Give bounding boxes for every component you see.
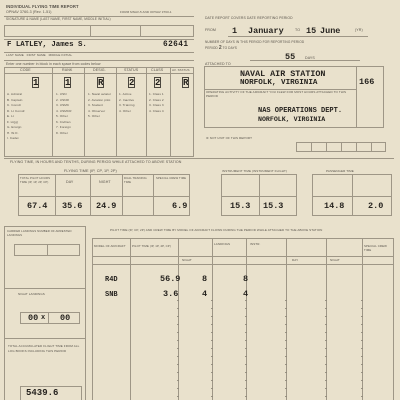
- ft-col-night: NIGHT: [99, 180, 111, 184]
- from-label: FROM: [205, 28, 216, 32]
- night-value-2: 00: [60, 313, 71, 323]
- instructions: FLYING TIME, IN HOURS AND TENTHS, DURING PERIOD WHILE ATTACHED TO ABOVE STATION: [10, 160, 182, 164]
- days-label: DAYS: [305, 56, 315, 60]
- from-month: January: [248, 26, 284, 36]
- days-value: 55: [285, 52, 296, 62]
- to-day: 15: [306, 26, 317, 36]
- pass-value-2: 2.0: [368, 201, 384, 211]
- pilot-name: F LATLEY, James S.: [7, 41, 87, 49]
- legend-e: 1. Class 1 2. Class 2 3. Class 3 4. Class 4: [149, 92, 164, 113]
- aircraft-caption: PILOT TIME (IP, CP, 2P) AND CREW TIME BY MODEL OF AIRCRAFT FLOWN DURING THE PERIOD WHILE ATTACHED TO THE ABOVE STATION: [110, 228, 323, 232]
- av-status-box[interactable]: R: [183, 78, 189, 88]
- ft-special-value: 6.9: [172, 201, 188, 211]
- legend-a: A. Admiral B. Captain C. Comdr D. Lt Comdr E. Lt F. Lt(jg) G. Ensign H. W.O. I. Cadet: [7, 92, 25, 140]
- col-class: CLASS: [151, 68, 164, 72]
- col-landings: LANDINGS: [214, 242, 231, 246]
- period-note-2: PERIOD 2 TO DAYS: [205, 45, 238, 51]
- year-label: (YR): [355, 28, 363, 32]
- row-2-pilot: 3.6: [163, 289, 179, 299]
- pass-value-1: 14.8: [324, 201, 345, 211]
- to-label: TO: [295, 28, 301, 32]
- file-number: 62641: [163, 41, 189, 49]
- instr-value-2: 15.3: [263, 201, 284, 211]
- ops-line1: NAS OPERATIONS DEPT.: [258, 107, 343, 115]
- row-2-landings: 4: [202, 289, 208, 299]
- legend-d: 1. Active 2. Inactive 3. Training 4. Other: [119, 92, 135, 113]
- legend-c: 1. Naval aviator 2. Aviation pilot 3. Student 4. Observer 5. Other: [88, 92, 112, 118]
- ft-col-dual: DUAL TRAINING TIME: [124, 176, 147, 185]
- name-subcaption: LAST NAME FIRST NAME MIDDLE INITIAL: [6, 53, 73, 57]
- night-value-1: 00: [28, 313, 39, 323]
- form-number: FORM MNAV-5 AND OPNAV 3760-1: [120, 10, 172, 14]
- station-number: 166: [359, 77, 375, 87]
- codes-caption: Enter one number in block in each space from codes below: [6, 62, 101, 66]
- legend-b: 1. USN 2. USNR 3. USMC 4. USMCR 5. Other 6. Civilian 7. Foreign 8. Other: [56, 92, 72, 135]
- from-day: 1: [232, 26, 238, 36]
- col-pilot: PILOT TIME (IP, 1P, 2P, CP): [132, 244, 171, 248]
- ft-total-value: 67.4: [27, 201, 48, 211]
- station-line2: NORFOLK, VIRGINIA: [240, 79, 318, 87]
- row-1-night: 8: [243, 274, 249, 284]
- col-day: DAY: [292, 258, 299, 262]
- code-box[interactable]: 1: [33, 78, 39, 88]
- ft-night-value: 24.9: [96, 201, 117, 211]
- ops-caption: OPERATING ACTIVITY OF THE AIRCRAFT YOU FLEW FOR MOST HOURS ATTACHED TO THIS PERIOD: [206, 90, 347, 99]
- row-1-pilot: 56.9: [160, 274, 181, 284]
- col-desig: DESIG.: [93, 68, 106, 72]
- ops-line2: NORFOLK, VIRGINIA: [258, 116, 326, 123]
- col-instr: INSTR.: [250, 242, 261, 246]
- total-caption: TOTAL ACCUMULATED FLIGHT TIME FROM ALL LOG BOOKS INCLUDING THIS PERIOD: [8, 344, 80, 353]
- row-1-model: R4D: [105, 276, 118, 284]
- night-caption: NIGHT LANDINGS: [18, 292, 45, 296]
- row-2-model: SNB: [105, 291, 118, 299]
- total-value: 5439.6: [26, 388, 59, 398]
- col-status: STATUS: [124, 68, 139, 72]
- col-rank: RANK: [62, 68, 73, 72]
- period-caption: DATE REPORT COVERS DATE REPORTING PERIOD: [205, 16, 293, 20]
- header-boxes: [4, 25, 194, 37]
- unit-caption: IF NOT UNIT OF THIS REPORT: [206, 136, 253, 140]
- instr-value-1: 15.3: [230, 201, 251, 211]
- ft-col-total: TOTAL PILOT HOURS TIME (IP, 1P, 2P, CP): [20, 176, 51, 185]
- row-2-night: 4: [243, 289, 249, 299]
- ft-day-value: 35.6: [62, 201, 83, 211]
- class-box[interactable]: 2: [155, 78, 161, 88]
- name-caption: SIGNATURE & NAME (LAST NAME, FIRST NAME, MIDDLE INITIAL): [6, 17, 111, 21]
- carrier-caption: CARRIER LANDINGS NUMBER OF ARRESTED LANDINGS: [7, 229, 72, 238]
- col-night-2: NIGHT: [330, 258, 340, 262]
- col-night: NIGHT: [182, 258, 192, 262]
- period-note: NUMBER OF DAYS IN THIS PERIOD FOR REPORTING PERIOD: [205, 40, 305, 44]
- col-special: SPECIAL CREW TIME: [364, 244, 387, 253]
- aircraft-table: [92, 238, 394, 400]
- rank-box[interactable]: 1: [65, 78, 71, 88]
- ft-col-day: DAY: [66, 180, 74, 184]
- x-mark: x: [41, 314, 46, 322]
- flying-time-caption: FLYING TIME (IP, CP, 1P, 2P): [64, 169, 117, 173]
- station-line1: NAVAL AIR STATION: [240, 69, 326, 79]
- status-box[interactable]: 2: [129, 78, 135, 88]
- col-model: MODEL OF AIRCRAFT: [94, 244, 126, 248]
- desig-box[interactable]: R: [98, 78, 104, 88]
- col-av-status: AV. STATUS: [172, 68, 190, 72]
- form-title: INDIVIDUAL FLYING TIME REPORT: [6, 4, 79, 9]
- ft-col-special: SPECIAL CREW TIME: [156, 176, 187, 180]
- form-subtitle: OPNAV 3760-3 (Rev. 1-51): [6, 10, 52, 14]
- attached-label: ATTACHED TO: [205, 62, 231, 66]
- col-code: CODE: [20, 68, 31, 72]
- row-1-landings: 8: [202, 274, 208, 284]
- to-month: June: [320, 26, 341, 36]
- instr-caption: INSTRUMENT TIME (INSTRUMENT FLIGHT): [222, 169, 287, 173]
- pass-caption: PASSENGER TIME: [326, 169, 354, 173]
